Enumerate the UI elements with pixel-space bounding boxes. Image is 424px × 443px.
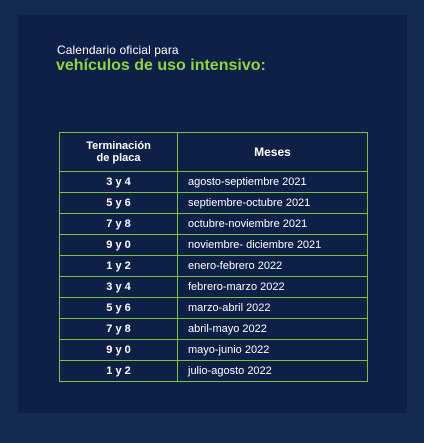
plate-cell: 1 y 2 (59, 256, 177, 276)
table-row (59, 172, 368, 193)
plate-cell: 5 y 6 (59, 193, 177, 213)
plate-cell: 9 y 0 (59, 235, 177, 255)
title: vehículos de uso intensivo: (56, 57, 266, 74)
table-row (59, 235, 368, 256)
plate-cell: 7 y 8 (59, 214, 177, 234)
months-cell: abril-mayo 2022 (177, 319, 368, 339)
months-cell: octubre-noviembre 2021 (177, 214, 368, 234)
table-row (59, 319, 368, 340)
plate-cell: 5 y 6 (59, 298, 177, 318)
months-cell: mayo-junio 2022 (177, 340, 368, 360)
header-months-label: Meses (254, 145, 291, 159)
header-months (177, 133, 368, 171)
plate-cell: 1 y 2 (59, 361, 177, 381)
subtitle: Calendario oficial para (57, 43, 179, 57)
table-row (59, 193, 368, 214)
months-cell: febrero-marzo 2022 (177, 277, 368, 297)
months-cell: marzo-abril 2022 (177, 298, 368, 318)
table-row (59, 214, 368, 235)
table-header-row (59, 132, 368, 172)
table-row (59, 340, 368, 361)
calendar-table (59, 132, 368, 382)
months-cell: julio-agosto 2022 (177, 361, 368, 381)
plate-cell: 9 y 0 (59, 340, 177, 360)
plate-cell: 7 y 8 (59, 319, 177, 339)
header-plate (59, 133, 177, 171)
table-row (59, 298, 368, 319)
table-row (59, 277, 368, 298)
months-cell: noviembre- diciembre 2021 (177, 235, 368, 255)
months-cell: agosto-septiembre 2021 (177, 172, 368, 192)
months-cell: septiembre-octubre 2021 (177, 193, 368, 213)
plate-cell: 3 y 4 (59, 277, 177, 297)
months-cell: enero-febrero 2022 (177, 256, 368, 276)
header-plate-label: Terminación de placa (86, 140, 151, 164)
table-row (59, 361, 368, 382)
plate-cell: 3 y 4 (59, 172, 177, 192)
table-row (59, 256, 368, 277)
